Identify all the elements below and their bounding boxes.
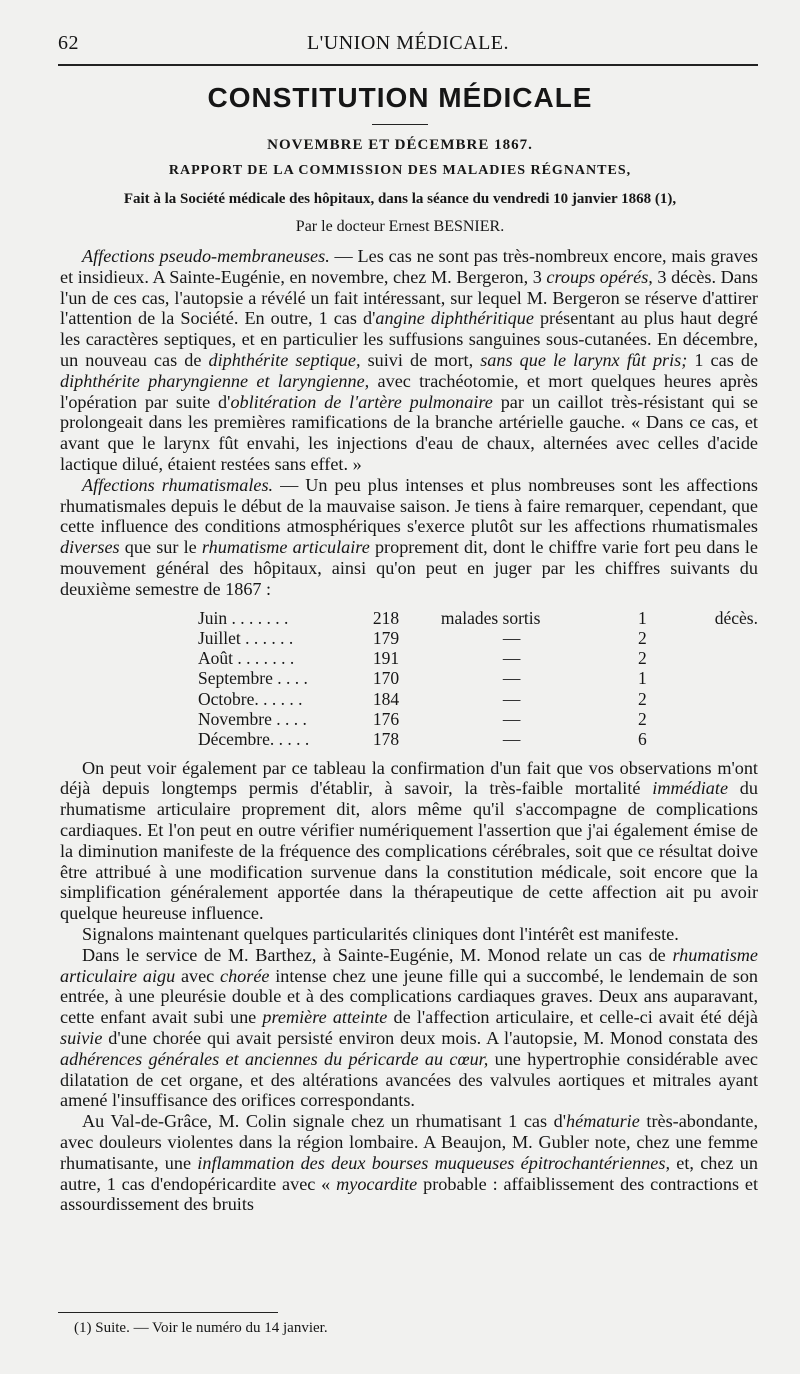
- table-row: [198, 689, 758, 709]
- deces-cell: 2: [638, 648, 647, 669]
- text-run: et, chez un autre, 1 cas d'endopéricardite avec «: [60, 1152, 758, 1194]
- month-cell: Août . . . . . . .: [198, 648, 295, 669]
- text-run: proprement dit, dont le chiffre varie fort peu dans le mouvement général des hôpitaux, ainsi qu'on peut en juger par les chiffres suivants du deuxième semestre de 1867 :: [60, 537, 758, 599]
- monthly-stats-table: [198, 608, 758, 750]
- deces-label-cell: [715, 709, 758, 729]
- text-run: 3 décès. Dans l'un de ces cas, l'autopsie a révélé un fait intéressant, sur lequel M. Bergeron se réserve d'attirer l'attention de la Société. En outre, 1 cas d': [60, 266, 758, 329]
- deces-label-cell: [715, 628, 758, 648]
- text-italic: première atteinte: [262, 1007, 388, 1028]
- text-run: probable : affaiblissement des contractions et assourdissement des bruits: [60, 1173, 758, 1215]
- text-run: du rhumatisme articulaire proprement dit, alors même qu'il s'accompagne de complications cardiaques. Et l'on peut en outre vérifier numériquement l'assertion que j'ai également émise de la diminution manifeste de la fréquence des complications cérébrales, soit que ce résultat doive être attribué à une modification survenue dans la constitution médicale, soit encore que la simplification généralement apportée dans la thérapeutique de cette affection ait pu avoir quelque heureuse influence.: [60, 778, 758, 924]
- month-cell: Juin . . . . . . .: [198, 607, 289, 628]
- footnote: (1) Suite. — Voir le numéro du 14 janvier.: [74, 1320, 328, 1336]
- text-run: par un caillot très-résistant qui se prolongeait dans les premières ramifications de la branche artérielle gauche. « Dans ce cas, et avant que le larynx fût envahi, les injections d'eau de chaux, alternées avec celles d'acide lactique dilué, étaient restées sans effet. »: [60, 391, 758, 474]
- sortis-cell: 178: [372, 729, 400, 750]
- text-run: présentant au plus haut degré les caractères septiques, et en particulier les suffusions sanguines sous-cutanées. En décembre, un nouveau cas de: [60, 308, 758, 370]
- title-rule: [372, 124, 428, 125]
- text-italic: diphthérite septique,: [208, 349, 361, 370]
- month-cell: Octobre. . . . . .: [198, 688, 303, 709]
- paragraph-pseudo-membraneuses: [60, 246, 758, 475]
- table-row: [198, 628, 758, 648]
- month-cell: Septembre . . . .: [198, 668, 308, 689]
- text-run: avec trachéotomie, et mort quelques heures après l'opération par suite d': [60, 370, 759, 412]
- text-run: une hypertrophie considérable avec dilatation de cet organe, et des altérations avancées des valvules aortiques et mitrales ayant amené l'insuffisance des orifices correspondants.: [60, 1048, 759, 1111]
- deces-label-cell: [715, 648, 758, 668]
- text-run: de l'affection articulaire, et celle-ci avait été déjà: [387, 1007, 759, 1028]
- deces-cell: 2: [638, 688, 647, 709]
- text-run: que sur le: [119, 537, 202, 558]
- text-run: très-abondante, avec douleurs violentes dans la région lombaire. A Beaujon, M. Gubler note, chez une femme rhumatisante, une: [60, 1111, 758, 1173]
- month-cell: Décembre. . . . .: [198, 729, 310, 750]
- text-run: — Les cas ne sont pas très-nombreux encore, mais graves et insidieux. A Sainte-Eugénie, en novembre, chez M. Bergeron, 3: [60, 246, 758, 287]
- paragraph-rhumatismales: [60, 475, 758, 600]
- table-row: [198, 648, 758, 668]
- page-number: 62: [58, 32, 79, 54]
- sortis-label-cell: —: [502, 709, 521, 730]
- author-line: Par le docteur Ernest BESNIER.: [295, 218, 505, 235]
- deces-label-cell: décès.: [714, 607, 758, 628]
- sortis-label-cell: —: [502, 627, 521, 648]
- text-run: Au Val-de-Grâce, M. Colin signale chez un rhumatisant 1 cas d': [82, 1111, 567, 1132]
- journal-title: L'UNION MÉDICALE.: [306, 32, 510, 54]
- text-italic: chorée: [220, 965, 270, 986]
- text-run: intense chez une jeune fille qui a succombé, le lendemain de son entrée, à une pleurésie double et à des complications cardiaques graves. Deux ans auparavant, cette enfant avait subi une: [60, 965, 759, 1028]
- section-heading: Affections pseudo-membraneuses.: [82, 246, 330, 266]
- sortis-label-cell: —: [502, 648, 521, 669]
- sortis-label-cell: —: [502, 729, 521, 750]
- session-line: Fait à la Société médicale des hôpitaux, dans la séance du vendredi 10 janvier 1868 (1),: [123, 191, 677, 207]
- table-row: [198, 729, 758, 749]
- text-italic: suivie: [60, 1027, 103, 1048]
- article-title: CONSTITUTION MÉDICALE: [207, 82, 593, 113]
- header-rule: [58, 64, 758, 66]
- sortis-cell: 176: [372, 709, 400, 730]
- running-head: [58, 32, 758, 60]
- article-body: [60, 246, 758, 1215]
- table-row: [198, 709, 758, 729]
- paragraph-val-de-grace: [60, 1111, 758, 1215]
- report-heading: RAPPORT DE LA COMMISSION DES MALADIES RÉGNANTES,: [168, 163, 632, 178]
- text-run: Dans le service de M. Barthez, à Sainte-Eugénie, M. Monod relate un cas de: [82, 944, 673, 965]
- article-dates: NOVEMBRE ET DÉCEMBRE 1867.: [267, 137, 533, 153]
- text-italic: hématurie: [566, 1111, 640, 1132]
- text-italic: diverses: [60, 537, 120, 558]
- sortis-cell: 170: [372, 668, 400, 689]
- paragraph-mortalite: [60, 758, 758, 924]
- deces-cell: 2: [638, 709, 647, 730]
- deces-cell: 1: [638, 668, 647, 689]
- sortis-cell: 191: [372, 648, 400, 669]
- text-italic: angine diphthéritique: [375, 308, 534, 329]
- month-cell: Novembre . . . .: [198, 709, 307, 730]
- table-row: [198, 608, 758, 628]
- text-run: On peut voir également par ce tableau la confirmation d'un fait que vos observations m'ont déjà depuis longtemps permis d'établir, à savoir, la très-faible mortalité: [60, 757, 758, 799]
- text-italic: oblitération de l'artère pulmonaire: [230, 391, 493, 412]
- text-italic: rhumatisme articulaire: [201, 537, 370, 558]
- text-italic: adhérences générales et anciennes du péricarde au cœur,: [60, 1048, 489, 1069]
- paragraph-barthez: [60, 945, 758, 1111]
- deces-label-cell: [715, 689, 758, 709]
- text-run: d'une chorée qui avait persisté environ deux mois. A l'autopsie, M. Monod constata des: [102, 1027, 758, 1048]
- paragraph-signalons: Signalons maintenant quelques particularités cliniques dont l'intérêt est manifeste.: [82, 924, 679, 944]
- deces-label-cell: [715, 668, 758, 688]
- month-cell: Juillet . . . . . .: [198, 627, 294, 648]
- text-italic: diphthérite pharyngienne et laryngienne,: [60, 370, 370, 391]
- text-run: 1 cas de: [687, 349, 759, 370]
- text-italic: inflammation des deux bourses muqueuses épitrochantériennes,: [197, 1152, 670, 1173]
- section-heading: Affections rhumatismales.: [82, 474, 274, 495]
- sortis-label-cell: —: [502, 668, 521, 689]
- sortis-cell: 218: [372, 607, 400, 628]
- text-italic: croups opérés,: [546, 266, 653, 287]
- text-run: suivi de mort,: [360, 349, 481, 370]
- text-italic: rhumatisme articulaire aigu: [60, 944, 758, 986]
- deces-cell: 2: [638, 627, 647, 648]
- text-italic: sans que le larynx fût pris;: [480, 349, 688, 370]
- sortis-label-cell: —: [502, 688, 521, 709]
- sortis-label-cell: malades sortis: [440, 607, 541, 628]
- text-italic: myocardite: [336, 1173, 418, 1194]
- sortis-cell: 184: [372, 688, 400, 709]
- sortis-cell: 179: [372, 627, 400, 648]
- deces-label-cell: [715, 729, 758, 749]
- text-run: avec: [175, 965, 220, 986]
- text-italic: immédiate: [652, 778, 729, 799]
- deces-cell: 6: [638, 729, 647, 750]
- footnote-rule: [58, 1312, 278, 1313]
- table-row: [198, 668, 758, 688]
- deces-cell: 1: [638, 607, 647, 628]
- text-run: — Un peu plus intenses et plus nombreuses sont les affections rhumatismales depuis le début de la mauvaise saison. Je tiens à faire remarquer, cependant, que cette influence des conditions atmosphériques s'exerce plutôt sur les affections rhumatismales: [60, 474, 758, 537]
